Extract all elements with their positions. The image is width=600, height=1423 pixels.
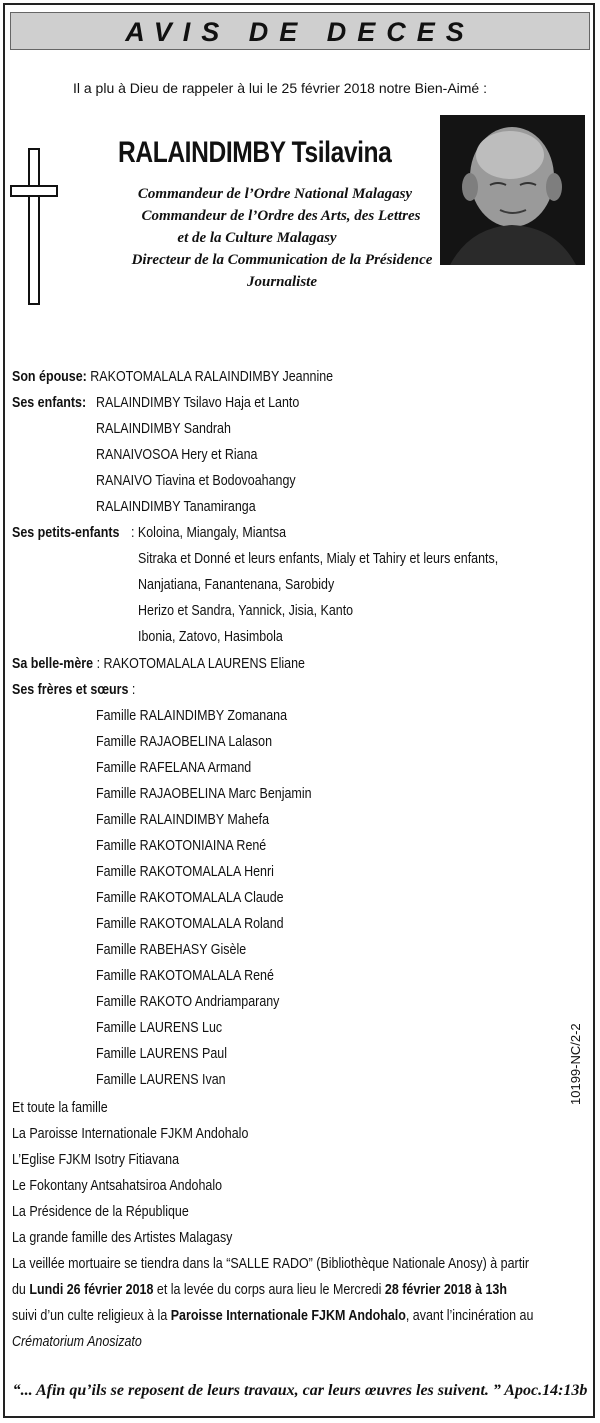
- ceremony-line: [12, 1308, 580, 1324]
- grandchildren-label: Ses petits-enfants: [12, 525, 120, 541]
- list-item: Herizo et Sandra, Yannick, Jisia, Kanto: [138, 603, 354, 619]
- list-item: : Koloina, Miangaly, Miantsa: [131, 525, 287, 541]
- deceased-name: RALAINDIMBY Tsilavina: [118, 136, 392, 169]
- spouse-row: [12, 369, 333, 385]
- list-item: Famille RALAINDIMBY Mahefa: [96, 812, 270, 828]
- reference-code: 10199-NC/2-2: [568, 1023, 583, 1105]
- list-item: Ibonia, Zatovo, Hasimbola: [138, 629, 283, 645]
- title-line: Journaliste: [246, 274, 318, 290]
- mother-in-law-name: : RAKOTOMALALA LAURENS Eliane: [96, 656, 305, 672]
- list-item: Famille RAFELANA Armand: [96, 760, 252, 776]
- ceremony-text: du: [12, 1282, 30, 1298]
- page-title: AVIS DE DECES: [125, 17, 475, 47]
- list-item: Famille LAURENS Luc: [96, 1020, 223, 1036]
- ceremony-text: et la levée du corps aura lieu le Mercredi: [153, 1282, 385, 1298]
- list-item: Famille RAKOTO Andriamparany: [96, 994, 280, 1010]
- ceremony-text: suivi d’un culte religieux à la: [12, 1308, 171, 1324]
- title-line: Commandeur de l’Ordre National Malagasy: [137, 186, 413, 202]
- list-item: L’Eglise FJKM Isotry Fitiavana: [12, 1152, 180, 1168]
- intro-text: Il a plu à Dieu de rappeler à lui le 25 février 2018 notre Bien-Aimé :: [72, 80, 487, 96]
- spouse-label: Son épouse:: [12, 369, 87, 385]
- mother-in-law-row: [12, 656, 305, 672]
- children-row: [12, 395, 86, 411]
- header-bar: [10, 12, 590, 50]
- list-item: Sitraka et Donné et leurs enfants, Mialy et Tahiry et leurs enfants,: [138, 551, 499, 567]
- portrait-photo: [440, 115, 585, 265]
- list-item: RALAINDIMBY Tsilavo Haja et Lanto: [96, 395, 300, 411]
- ceremony-text: , avant l’incinération au: [405, 1308, 534, 1324]
- list-item: La Paroisse Internationale FJKM Andohalo: [12, 1126, 249, 1142]
- title-line: Commandeur de l’Ordre des Arts, des Lettres: [141, 208, 421, 224]
- ceremony-date: Lundi 26 février 2018: [29, 1282, 154, 1298]
- list-item: RALAINDIMBY Sandrah: [96, 421, 231, 437]
- list-item: Famille RAKOTOMALALA Henri: [96, 864, 274, 880]
- siblings-row: [12, 682, 135, 698]
- list-item: Famille LAURENS Paul: [96, 1046, 227, 1062]
- list-item: Famille RAKOTOMALALA René: [96, 968, 274, 984]
- deceased-titles: [100, 183, 450, 293]
- list-item: La Présidence de la République: [12, 1204, 189, 1220]
- ceremony-place: Paroisse Internationale FJKM Andohalo: [170, 1308, 406, 1324]
- latin-cross-icon: [10, 148, 58, 308]
- list-item: Le Fokontany Antsahatsiroa Andohalo: [12, 1178, 223, 1194]
- list-item: Famille RAJAOBELINA Lalason: [96, 734, 273, 750]
- list-item: Nanjatiana, Fanantenana, Sarobidy: [138, 577, 335, 593]
- list-item: Famille RAKOTOMALALA Claude: [96, 890, 284, 906]
- ceremony-line: Crématorium Anosizato: [12, 1334, 142, 1350]
- list-item: Famille RAKOTOMALALA Roland: [96, 916, 284, 932]
- spouse-name: RAKOTOMALALA RALAINDIMBY Jeannine: [90, 369, 334, 385]
- list-item: Famille RAJAOBELINA Marc Benjamin: [96, 786, 312, 802]
- list-item: RANAIVO Tiavina et Bodovoahangy: [96, 473, 296, 489]
- ceremony-line: [12, 1282, 580, 1298]
- list-item: Et toute la famille: [12, 1100, 108, 1116]
- ceremony-line: La veillée mortuaire se tiendra dans la “SALLE RADO” (Bibliothèque Nationale Anosy) à partir: [12, 1256, 530, 1272]
- list-item: La grande famille des Artistes Malagasy: [12, 1230, 233, 1246]
- siblings-colon: :: [128, 682, 136, 698]
- list-item: Famille RALAINDIMBY Zomanana: [96, 708, 288, 724]
- title-line: Directeur de la Communication de la Présidence: [131, 252, 433, 268]
- closing-quote: “... Afin qu’ils se reposent de leurs travaux, car leurs œuvres les suivent. ” Apoc.14:13b: [12, 1382, 588, 1399]
- ceremony-date: 28 février 2018 à 13h: [384, 1282, 507, 1298]
- mother-in-law-label: Sa belle-mère: [12, 656, 94, 672]
- list-item: Famille RABEHASY Gisèle: [96, 942, 247, 958]
- list-item: Famille RAKOTONIAINA René: [96, 838, 267, 854]
- grandchildren-row: [12, 525, 119, 541]
- list-item: RANAIVOSOA Hery et Riana: [96, 447, 258, 463]
- children-label: Ses enfants:: [12, 395, 87, 411]
- list-item: Famille LAURENS Ivan: [96, 1072, 226, 1088]
- siblings-label: Ses frères et sœurs: [12, 682, 129, 698]
- title-line: et de la Culture Malagasy: [177, 230, 337, 246]
- list-item: RALAINDIMBY Tanamiranga: [96, 499, 256, 515]
